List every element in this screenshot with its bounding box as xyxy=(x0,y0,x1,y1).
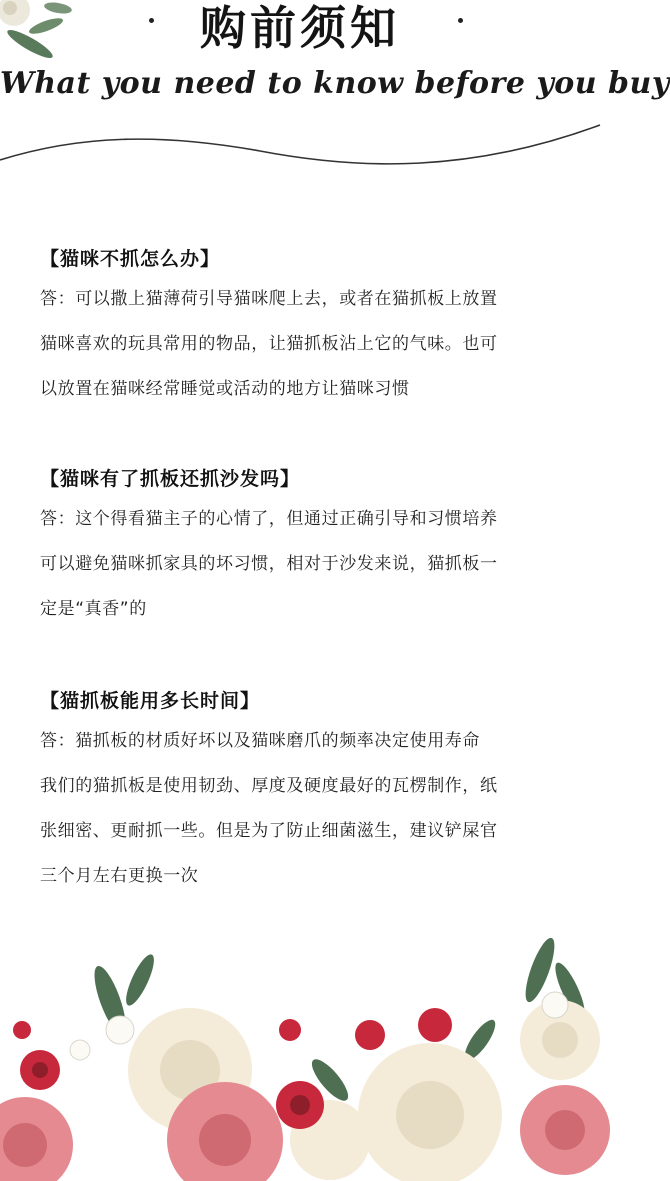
answer-line: 可以避免猫咪抓家具的坏习惯，相对于沙发来说，猫抓板一 xyxy=(40,554,498,574)
faq-heading: 【猫抓板能用多长时间】 xyxy=(40,690,261,712)
answer-line: 张细密、更耐抓一些。但是为了防止细菌滋生，建议铲屎官 xyxy=(40,821,498,841)
floral-border-decoration xyxy=(0,930,600,1181)
faq-section-3 xyxy=(40,689,570,899)
answer-line: 三个月左右更换一次 xyxy=(40,866,199,886)
page-subtitle: What you need to know before you buy xyxy=(0,66,670,101)
answer-line: 答：这个得看猫主子的心情了，但通过正确引导和习惯培养 xyxy=(40,509,498,529)
faq-section-2 xyxy=(40,467,570,632)
answer-line: 以放置在猫咪经常睡觉或活动的地方让猫咪习惯 xyxy=(40,379,410,399)
page-title: 购前须知 xyxy=(200,1,400,55)
answer-line: 我们的猫抓板是使用韧劲、厚度及硬度最好的瓦楞制作，纸 xyxy=(40,776,498,796)
wave-divider xyxy=(0,115,600,175)
faq-answer xyxy=(40,497,570,632)
answer-line: 答：猫抓板的材质好坏以及猫咪磨爪的频率决定使用寿命 xyxy=(40,731,480,751)
answer-line: 定是“真香”的 xyxy=(40,599,147,619)
answer-line: 猫咪喜欢的玩具常用的物品，让猫抓板沾上它的气味。也可 xyxy=(40,334,498,354)
faq-answer xyxy=(40,719,570,899)
faq-heading: 【猫咪不抓怎么办】 xyxy=(40,248,221,270)
faq-heading: 【猫咪有了抓板还抓沙发吗】 xyxy=(40,468,301,490)
answer-line: 答：可以撒上猫薄荷引导猫咪爬上去，或者在猫抓板上放置 xyxy=(40,289,498,309)
page-header xyxy=(0,0,670,190)
faq-answer xyxy=(40,277,570,412)
faq-section-1 xyxy=(40,247,570,412)
